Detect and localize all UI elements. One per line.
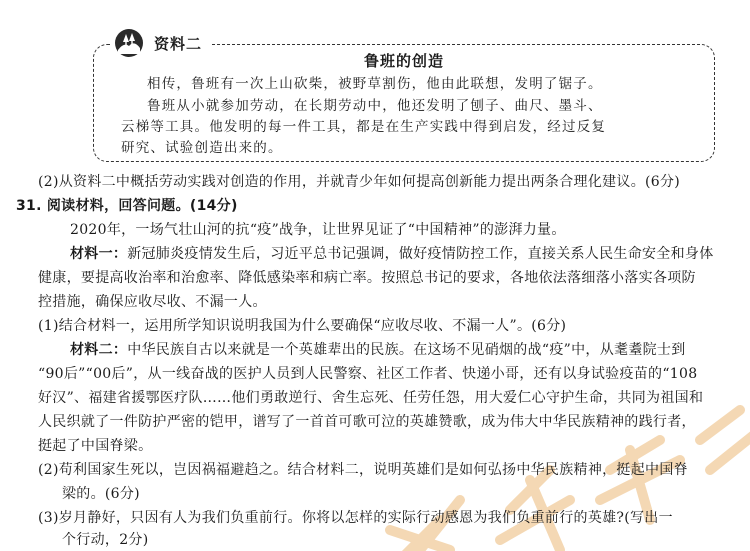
material-para-2-line-3: 研究、试验创造出来的。 (121, 140, 283, 156)
question-31-2-line-1: (2)苟利国家生死以，岂因祸福避趋之。结合材料二，说明英雄们是如何弘扬中华民族精神，挺起中国脊 (38, 462, 688, 478)
material-1-line-3: 控措施，确保应收尽收、不漏一人。 (38, 294, 267, 310)
material-title: 鲁班的创造 (363, 52, 444, 70)
material-2-line-4: 人民织就了一件防护严密的铠甲，谱写了一首首可歌可泣的英雄赞歌，成为伟大中华民族精神的践行者， (38, 414, 696, 430)
material-2-line-2: “90后”“00后”，从一线奋战的医护人员到人民警察、社区工作者、快递小哥，还有以身试验疫苗的“108 (38, 366, 698, 382)
question-30-2: (2)从资料二中概括劳动实践对创造的作用，并就青少年如何提高创新能力提出两条合理化建议。(6分) (38, 174, 681, 190)
material-2-line-3: 好汉”、福建省援鄂医疗队……他们勇敢逆行、舍生忘死、任劳任怨，用大爱仁心守护生命，共同为祖国和 (38, 390, 704, 406)
material-1-line-1 (70, 244, 714, 264)
material-2-line-1 (70, 340, 686, 360)
material-1-text: 新冠肺炎疫情发生后，习近平总书记强调，做好疫情防控工作，直接关系人民生命安全和身体 (127, 246, 714, 262)
material-para-2-line-1: 鲁班从小就参加劳动，在长期劳动中，他还发明了刨子、曲尺、墨斗、 (147, 98, 603, 114)
material-1-label: 材料一： (70, 246, 128, 262)
material-2-label: 材料二： (70, 342, 128, 358)
material-para-1: 相传，鲁班有一次上山砍柴，被野草割伤，他由此联想，发明了锯子。 (147, 76, 603, 92)
question-31-3-line-2: 个行动，2分) (62, 532, 149, 548)
material-label: 资料二 (154, 34, 203, 53)
question-31-2-line-2: 梁的。(6分) (62, 486, 140, 502)
material-1-line-2: 健康，要提高收治率和治愈率、降低感染率和病亡率。按照总书记的要求，各地依法落细落小落实各项防 (38, 270, 696, 286)
material-para-2-line-2: 云梯等工具。他发明的每一件工具，都是在生产实践中得到启发，经过反复 (121, 119, 607, 135)
question-31-3-line-1: (3)岁月静好，只因有人为我们负重前行。你将以怎样的实际行动感恩为我们负重前行的英雄?(写出一 (38, 510, 673, 526)
material-header (112, 28, 210, 58)
material-2-text: 中华民族自古以来就是一个英雄辈出的民族。在这场不见硝烟的战“疫”中，从耄耋院士到 (127, 342, 686, 358)
question-31-1: (1)结合材料一，运用所学知识说明我国为什么要确保“应收尽收、不漏一人”。(6分) (38, 318, 567, 334)
question-31-intro: 2020年，一场气壮山河的抗“疫”战争，让世界见证了“中国精神”的澎湃力量。 (70, 222, 566, 238)
question-31-heading: 31. 阅读材料，回答问题。(14分) (16, 198, 238, 214)
tree-landscape-icon (112, 28, 146, 58)
material-2-line-5: 挺起了中国脊梁。 (38, 438, 153, 454)
